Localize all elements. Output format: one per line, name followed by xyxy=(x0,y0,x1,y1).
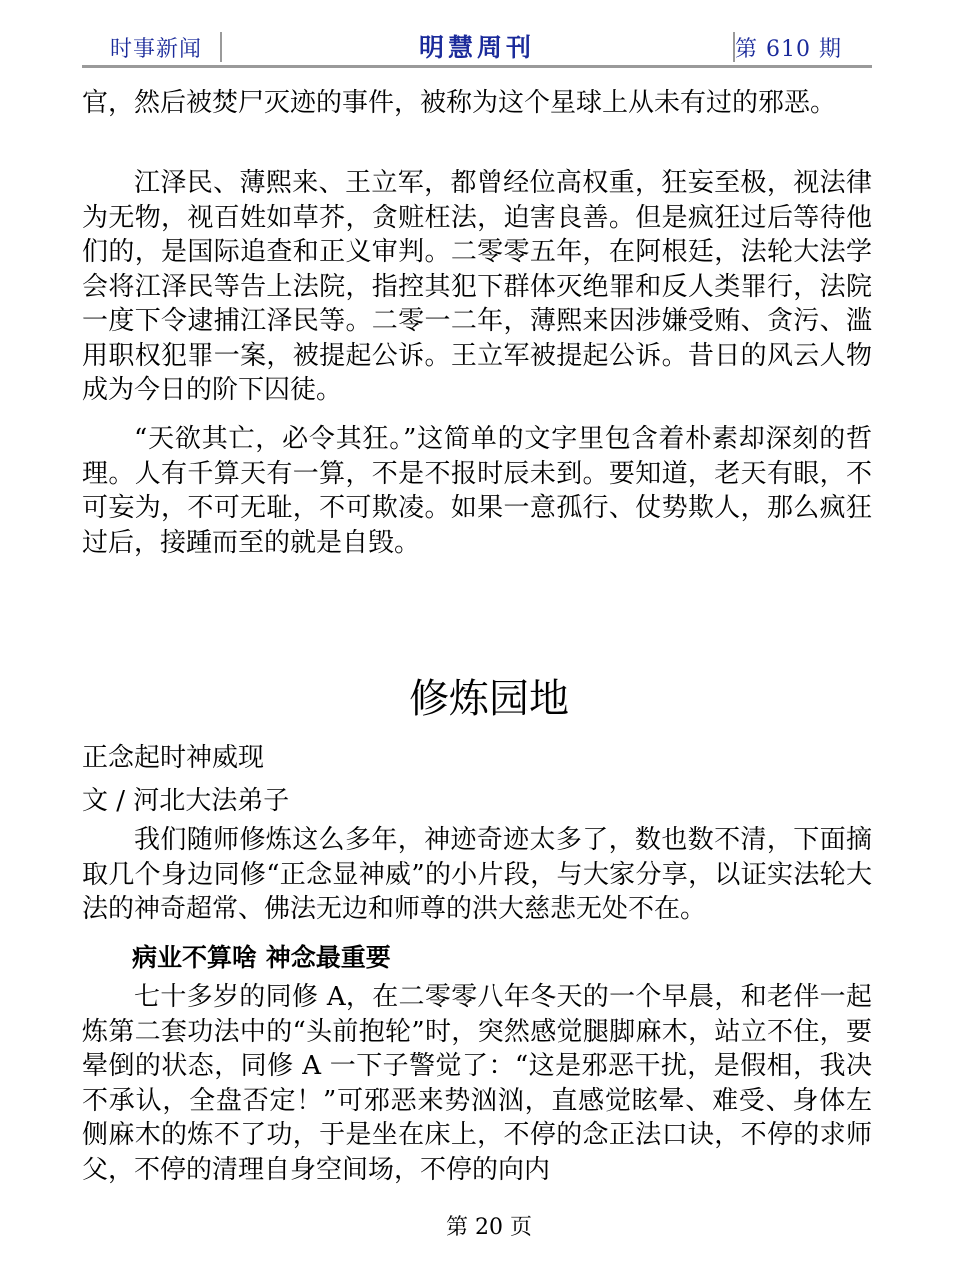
header-issue-number: 第 610 期 xyxy=(735,37,842,62)
article-intro-paragraph: 我们随师修炼这么多年，神迹奇迹太多了，数也数不清，下面摘取几个身边同修“正念显神威”的小片段，与大家分享，以证实法轮大法的神奇超常、佛法无边和师尊的洪大慈悲无处不在。 xyxy=(82,825,872,924)
page-header xyxy=(82,28,872,64)
header-rule xyxy=(82,65,872,68)
body-paragraph-3: “天欲其亡，必令其狂。”这简单的文字里包含着朴素却深刻的哲理。人有千算天有一算，不是不报时辰未到。要知道，老天有眼，不可妄为，不可无耻，不可欺凌。如果一意孤行、仗势欺人，那么疯狂过后，接踵而至的就是自毁。 xyxy=(82,424,872,558)
body-paragraph-2: 江泽民、薄熙来、王立军，都曾经位高权重，狂妄至极，视法律为无物，视百姓如草芥，贪赃枉法，迫害良善。但是疯狂过后等待他们的，是国际追查和正义审判。二零零五年，在阿根廷，法轮大法学会将江泽民等告上法院，指控其犯下群体灭绝罪和反人类罪行，法院一度下令逮捕江泽民等。二零一二年，薄熙来因涉嫌受贿、贪污、滥用职权犯罪一案，被提起公诉。王立军被提起公诉。昔日的风云人物成为今日的阶下囚徒。 xyxy=(82,168,872,405)
body-paragraph-1: 官，然后被焚尸灭迹的事件，被称为这个星球上从未有过的邪恶。 xyxy=(82,88,837,118)
article-byline: 文 / 河北大法弟子 xyxy=(82,786,290,816)
article-title: 正念起时神威现 xyxy=(82,743,265,773)
page-number: 第 20 页 xyxy=(446,1215,532,1240)
article-body-paragraph: 七十多岁的同修 A，在二零零八年冬天的一个早晨，和老伴一起炼第二套功法中的“头前抱轮”时，突然感觉腿脚麻木，站立不住，要晕倒的状态，同修 A 一下子警觉了：“这是邪恶干扰，是假相，我决不承认，全盘否定！”可邪恶来势汹汹，直感觉眩晕、难受、身体左侧麻木的炼不了功，于是坐在床上，不停的念正法口诀，不停的求师父，不停的清理自身空间场，不停的向内 xyxy=(82,982,872,1185)
header-category: 时事新闻 xyxy=(110,37,203,62)
article-subheading: 病业不算啥 神念最重要 xyxy=(132,943,391,972)
header-publication-title: 明慧周刊 xyxy=(418,33,535,62)
section-heading: 修炼园地 xyxy=(409,676,569,722)
